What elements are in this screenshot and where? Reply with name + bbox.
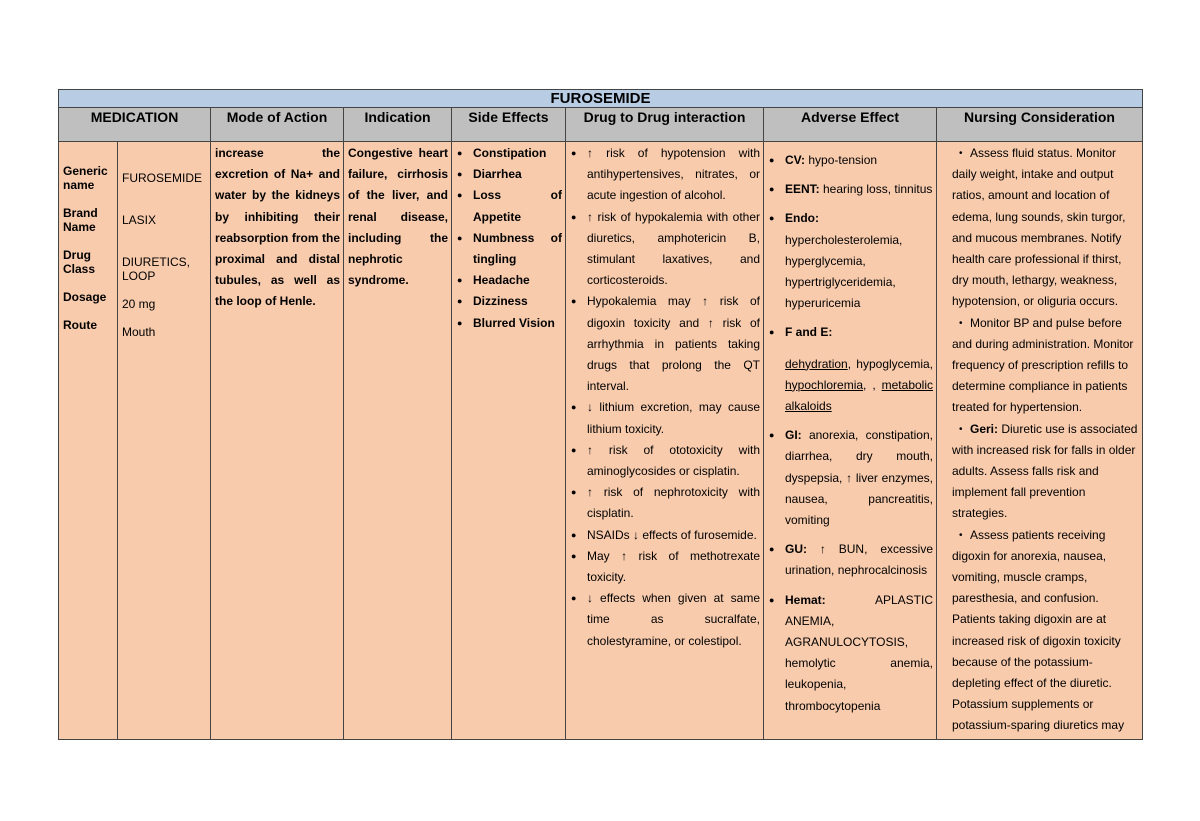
generic-name-label: Generic name bbox=[63, 164, 108, 192]
list-item: ● May ↑ risk of methotrexate toxicity. bbox=[570, 546, 760, 588]
header-side-effects: Side Effects bbox=[452, 108, 566, 142]
list-item bbox=[941, 419, 1139, 525]
list-item: ● NSAIDs ↓ effects of furosemide. bbox=[570, 525, 760, 546]
eent-label: EENT: bbox=[785, 182, 820, 197]
endo-label: Endo: bbox=[785, 211, 819, 226]
generic-name-value: FUROSEMIDE bbox=[122, 171, 203, 185]
list-item bbox=[768, 322, 933, 417]
side-effects-cell bbox=[452, 142, 566, 740]
table-title: FUROSEMIDE bbox=[59, 90, 1143, 108]
cv-label: CV: bbox=[785, 153, 806, 167]
hemat-text: APLASTIC ANEMIA, AGRANULOCYTOSIS, hemolytic anemia, leukopenia, thrombocytopenia bbox=[785, 592, 933, 713]
list-item: ● ↑ risk of hypokalemia with other diuretics, amphotericin B, stimulant laxatives, and corticosteroids. bbox=[570, 207, 760, 292]
eent-text: hearing loss, tinnitus bbox=[819, 182, 933, 197]
list-item: ● ↓ effects when given at same time as sucralfate, cholestyramine, or colestipol. bbox=[570, 588, 760, 652]
list-item bbox=[768, 590, 933, 717]
header-indication: Indication bbox=[344, 108, 452, 142]
list-item: ● Numbness of tingling bbox=[456, 228, 562, 270]
endo-text: hypercholesterolemia, hyperglycemia, hypertriglyceridemia, hyperuricemia bbox=[785, 232, 903, 311]
drug-interaction-cell bbox=[566, 142, 764, 740]
dosage-value: 20 mg bbox=[122, 297, 156, 311]
brand-name-value: LASIX bbox=[122, 213, 157, 227]
adverse-effect-cell bbox=[764, 142, 937, 740]
list-item bbox=[768, 208, 933, 314]
fe-hypochloremia: hypochloremia bbox=[785, 377, 864, 392]
list-item: • Assess fluid status. Monitor daily weight, intake and output ratios, amount and location of edema, lung sounds, skin turgor, and mucous membranes. Notify health care professional if thirst, dry mouth, lethargy, weakness, hypotension, or oliguria occurs. bbox=[941, 143, 1139, 313]
list-item: ● Loss of Appetite bbox=[456, 185, 562, 227]
list-item: ● Constipation bbox=[456, 143, 562, 164]
list-item bbox=[768, 150, 933, 171]
list-item bbox=[768, 179, 933, 200]
list-item: ● Dizziness bbox=[456, 291, 562, 312]
side-effects-list bbox=[456, 143, 562, 334]
gi-text: anorexia, constipation, diarrhea, dry mouth, dyspepsia, ↑ liver enzymes, nausea, pancreatitis, vomiting bbox=[785, 428, 933, 528]
brand-name-label: Brand Name bbox=[63, 206, 98, 234]
header-adverse-effect: Adverse Effect bbox=[764, 108, 937, 142]
fe-dehydration: dehydration bbox=[785, 356, 848, 371]
indication-text: Congestive heart failure, cirrhosis of the liver, and renal disease, including the nephrotic syndrome. bbox=[348, 146, 448, 288]
fe-label: F and E: bbox=[785, 325, 833, 340]
nursing-consideration-cell bbox=[937, 142, 1143, 740]
mode-of-action-text: increase the excretion of Na+ and water by the kidneys by inhibiting their reabsorption from the proximal and distal tubules, as well as the loop of Henle. bbox=[215, 146, 340, 309]
medication-labels-cell bbox=[59, 142, 118, 740]
fe-text bbox=[785, 354, 933, 418]
gi-label: GI: bbox=[785, 428, 802, 443]
list-item: ● ↑ risk of nephrotoxicity with cisplatin. bbox=[570, 482, 760, 524]
list-item: ● Headache bbox=[456, 270, 562, 291]
drug-class-value: DIURETICS, LOOP bbox=[122, 255, 191, 283]
list-item: ● ↓ lithium excretion, may cause lithium toxicity. bbox=[570, 397, 760, 439]
medication-values-cell bbox=[118, 142, 211, 740]
list-item bbox=[768, 539, 933, 581]
hemat-label: Hemat: bbox=[785, 592, 826, 607]
geri-label: Geri: bbox=[970, 421, 999, 436]
gu-text: ↑ BUN, excessive urination, nephrocalcinosis bbox=[785, 542, 933, 578]
route-value: Mouth bbox=[122, 325, 156, 339]
drug-card-table bbox=[58, 89, 1143, 740]
route-label: Route bbox=[63, 318, 97, 332]
list-item bbox=[768, 425, 933, 531]
list-item: • Monitor BP and pulse before and during administration. Monitor frequency of prescription refills to determine compliance in patients treated for hypertension. bbox=[941, 313, 1139, 419]
cv-text: hypo-tension bbox=[805, 153, 878, 167]
drug-class-label: Drug Class bbox=[63, 248, 96, 276]
header-medication: MEDICATION bbox=[59, 108, 211, 142]
indication-cell bbox=[344, 142, 452, 740]
list-item: • Assess patients receiving digoxin for anorexia, nausea, vomiting, muscle cramps, paresthesia, and confusion. Patients taking digoxin are at increased risk of digoxin toxicity because of the potassium-depleting effect of the diuretic. Potassium supplements or potassium-sparing diuretics may bbox=[941, 525, 1139, 737]
header-drug-interaction: Drug to Drug interaction bbox=[566, 108, 764, 142]
list-item: ● ↑ risk of hypotension with antihypertensives, nitrates, or acute ingestion of alcohol. bbox=[570, 143, 760, 207]
geri-text: Diuretic use is associated with increased risk for falls in older adults. Assess falls risk and implement fall prevention strategies. bbox=[952, 421, 1138, 521]
list-item: ● ↑ risk of ototoxicity with aminoglycosides or cisplatin. bbox=[570, 440, 760, 482]
fe-sep: , , bbox=[863, 377, 882, 392]
dosage-label: Dosage bbox=[63, 290, 107, 304]
header-nursing-consideration: Nursing Consideration bbox=[937, 108, 1143, 142]
adverse-effect-list bbox=[768, 143, 933, 717]
fe-metabolic: metabolic alkaloids bbox=[785, 377, 933, 414]
list-item: ● Diarrhea bbox=[456, 164, 562, 185]
mode-of-action-cell bbox=[211, 142, 344, 740]
list-item: ● Hypokalemia may ↑ risk of digoxin toxicity and ↑ risk of arrhythmia in patients taking drugs that prolong the QT interval. bbox=[570, 291, 760, 397]
header-mode-of-action: Mode of Action bbox=[211, 108, 344, 142]
drug-interaction-list bbox=[570, 143, 760, 652]
gu-label: GU: bbox=[785, 542, 807, 557]
nursing-list bbox=[941, 143, 1139, 737]
fe-hypoglycemia: , hypoglycemia, bbox=[847, 356, 933, 371]
list-item: ● Blurred Vision bbox=[456, 313, 562, 334]
